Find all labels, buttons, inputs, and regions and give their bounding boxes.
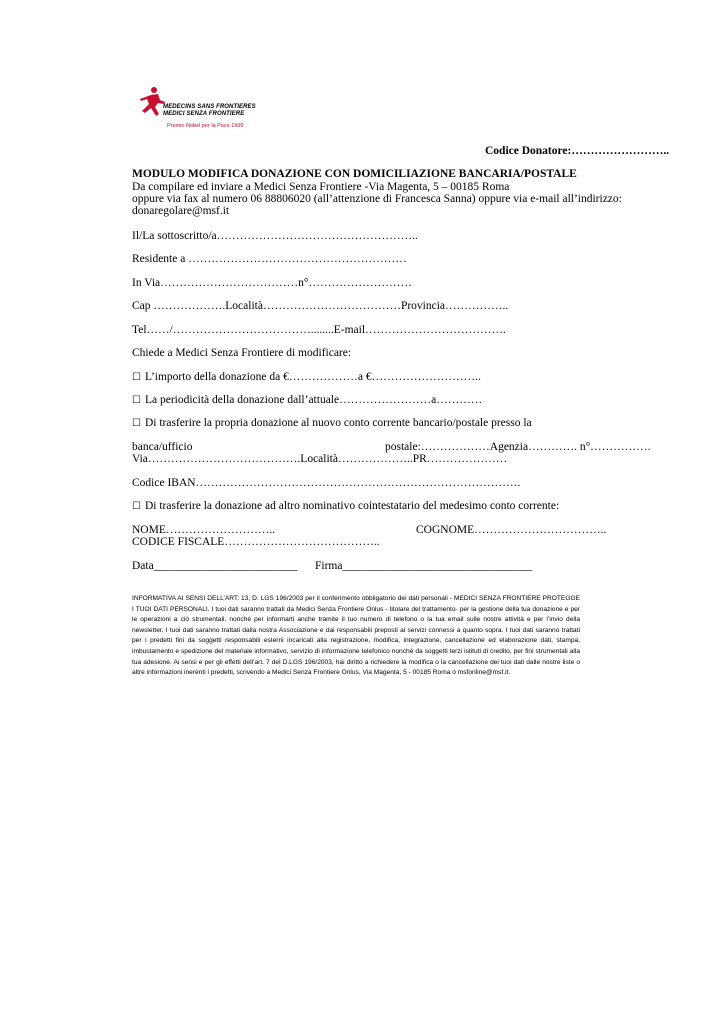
checkbox-icon[interactable]: ☐ <box>132 372 141 383</box>
msf-logo <box>137 86 257 132</box>
street-field[interactable]: In Via………………………………n°……………………… <box>132 277 413 289</box>
checkbox-icon[interactable]: ☐ <box>132 418 141 429</box>
option-transfer-label: Di trasferire la propria donazione al nuovo conto corrente bancario/postale presso la <box>144 417 532 429</box>
logo-line-2: MEDICI SENZA FRONTIERE <box>163 111 245 117</box>
codice-fiscale-field[interactable]: CODICE FISCALE………………………………….. <box>132 536 380 548</box>
checkbox-icon[interactable]: ☐ <box>132 395 141 406</box>
checkbox-icon[interactable]: ☐ <box>132 501 141 512</box>
request-text: Chiede a Medici Senza Frontiere di modificare: <box>132 347 352 359</box>
bank-via-field[interactable]: Via………………………………….Località………………..PR………………… <box>132 453 508 465</box>
tel-email-field[interactable]: Tel……/………………………………........E-mail………………………………. <box>132 324 506 336</box>
signature-field[interactable]: Firma_________________________________ <box>315 560 533 572</box>
resident-field[interactable]: Residente a ………………………………………………… <box>132 253 407 265</box>
option-transfer-other-label: Di trasferire la donazione ad altro nominativo cointestatario del medesimo conto corrente: <box>144 500 560 512</box>
logo-line-1: MEDECINS SANS FRONTIERES <box>163 104 256 110</box>
privacy-notice: INFORMATIVA AI SENSI DELL’ART. 13, D. LGS 196/2003 per il conferimento obbligatorio dei dati personali - MEDICI SENZA FRONTIERE PROTEGGE I TUOI DATI PERSONALI. I tuoi dati saranno trattati da Medici Senza Frontiere Onlus - titolare del trattamento- per la gestione della tua donazione e per le operazioni a ciò strumentali, nonché per informarti anche tramite il tuo numero di telefono o la tua email sulle nostre attività e per l’invio della newsletter. I tuoi dati saranno trattati dalla nostra Associazione e dai responsabili preposti ai servizi connessi a quanto sopra. I tuoi dati saranno trattati per i predetti fini da soggetti responsabili esterni incaricati alla registrazione, modifica, integrazione, cancellazione ed elaborazione dati, stampa, imbustamento e spedizione del materiale informativo, servizio di informazione telefonico nonché da soggetti terzi istituti di credito, per fini strumentali alla tua adesione. Ai sensi e per gli effetti dell’art. 7 del D.LGS 196/2003, hai diritto a richiedere la modifica o la cancellazione dei tuoi dati dalle nostre liste o altre informazioni inerenti i predetti, scrivendo a Medici Senza Frontiere Onlus, Via Magenta, 5 - 00185 Roma o msfonline@msf.it. <box>132 595 580 677</box>
nome-field[interactable]: NOME……………………….. <box>132 524 276 536</box>
option-transfer[interactable] <box>132 417 532 430</box>
cap-locality-province-field[interactable]: Cap ……………….Località………………………………Provincia…………….. <box>132 300 509 312</box>
intro-email: donaregolare@msf.it <box>132 205 230 217</box>
logo-prize: Premio Nobel per la Pace 1999 <box>167 123 244 129</box>
cognome-field[interactable]: COGNOME…………………………….. <box>416 524 607 536</box>
postale-field[interactable]: postale:………………Agenzia…………. n°……………. <box>385 441 651 453</box>
intro-line-2: oppure via fax al numero 06 88806020 (all’attenzione di Francesca Sanna) oppure via e-mail all’indirizzo: <box>132 193 622 205</box>
option-amount[interactable] <box>132 371 481 384</box>
bank-label: banca/ufficio <box>132 441 193 453</box>
undersigned-field[interactable]: Il/La sottoscritto/a…………………………………………….. <box>132 230 418 242</box>
intro-line-1: Da compilare ed inviare a Medici Senza Frontiere -Via Magenta, 5 – 00185 Roma <box>132 181 510 193</box>
option-frequency-label: La periodicità della donazione dall’attuale……………………a………… <box>144 394 483 406</box>
option-frequency[interactable] <box>132 394 482 407</box>
option-amount-label: L’importo della donazione da €………………a €……………………….. <box>144 371 481 383</box>
iban-field[interactable]: Codice IBAN…………………………………………………………………………. <box>132 477 521 489</box>
signature-row <box>132 560 532 573</box>
form-title: MODULO MODIFICA DONAZIONE CON DOMICILIAZIONE BANCARIA/POSTALE <box>132 168 577 180</box>
option-transfer-other[interactable] <box>132 500 559 513</box>
donor-code: Codice Donatore:…………………….. <box>485 145 670 157</box>
date-field[interactable]: Data_________________________ <box>132 560 298 572</box>
